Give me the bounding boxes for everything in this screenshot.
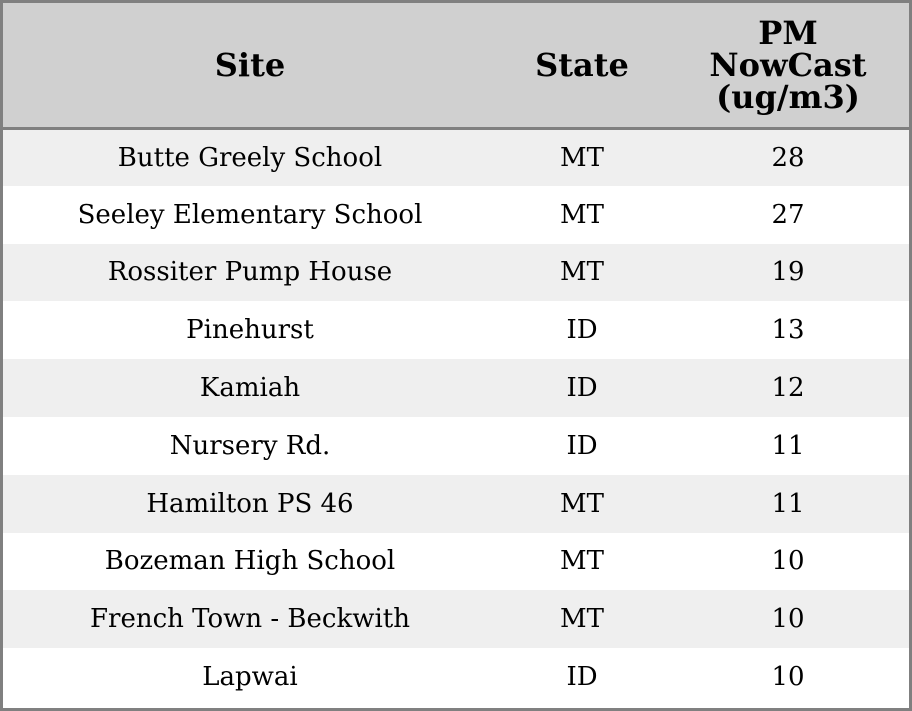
cell-site: Bozeman High School xyxy=(104,546,396,577)
header-pm-nowcast xyxy=(667,3,909,128)
cell-pm: 27 xyxy=(771,199,805,230)
header-row xyxy=(3,3,909,128)
cell-site: Seeley Elementary School xyxy=(77,199,423,230)
table-row xyxy=(3,533,909,591)
header-site: Site xyxy=(3,3,497,128)
cell-site: Kamiah xyxy=(199,373,301,404)
cell-pm: 12 xyxy=(771,373,805,404)
cell-pm: 10 xyxy=(771,546,805,577)
cell-state: ID xyxy=(566,662,598,693)
cell-state: ID xyxy=(566,430,598,461)
table-row xyxy=(3,648,909,706)
cell-state: MT xyxy=(560,604,604,635)
table-body xyxy=(3,128,909,706)
table-row xyxy=(3,301,909,359)
cell-site: Hamilton PS 46 xyxy=(146,488,354,519)
cell-pm: 11 xyxy=(771,430,805,461)
cell-state: MT xyxy=(560,199,604,230)
header-pm-line-3: (ug/m3) xyxy=(716,77,860,116)
table-row xyxy=(3,475,909,533)
table-row xyxy=(3,417,909,475)
cell-site: Butte Greely School xyxy=(117,142,383,173)
cell-state: MT xyxy=(560,257,604,288)
cell-site: Rossiter Pump House xyxy=(107,257,393,288)
table-row xyxy=(3,590,909,648)
table-row xyxy=(3,359,909,417)
header-pm-line-2: NowCast xyxy=(709,45,867,84)
cell-site: Nursery Rd. xyxy=(169,430,331,461)
cell-pm: 10 xyxy=(771,662,805,693)
header-state: State xyxy=(497,3,667,128)
table-row xyxy=(3,244,909,302)
table-row xyxy=(3,128,909,186)
cell-state: MT xyxy=(560,488,604,519)
cell-pm: 11 xyxy=(771,488,805,519)
table-header xyxy=(3,3,909,128)
cell-pm: 13 xyxy=(771,315,805,346)
cell-state: ID xyxy=(566,315,598,346)
cell-pm: 28 xyxy=(771,142,805,173)
table-row xyxy=(3,186,909,244)
cell-site: Lapwai xyxy=(202,662,298,693)
cell-site: French Town - Beckwith xyxy=(89,604,411,635)
cell-pm: 19 xyxy=(771,257,805,288)
cell-site: Pinehurst xyxy=(186,315,314,346)
cell-pm: 10 xyxy=(771,604,805,635)
cell-state: ID xyxy=(566,373,598,404)
site-readings-table xyxy=(3,3,909,706)
header-pm-line-1: PM xyxy=(758,13,818,52)
cell-state: MT xyxy=(560,142,604,173)
cell-state: MT xyxy=(560,546,604,577)
